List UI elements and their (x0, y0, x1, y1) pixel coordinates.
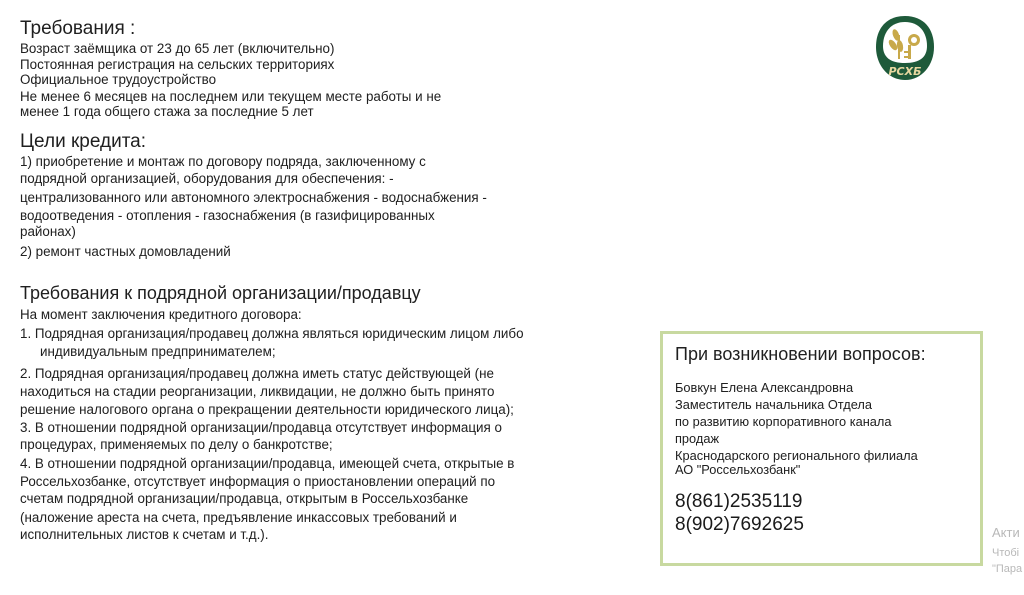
goals-line: подрядной организацией, оборудования для обеспечения: - (20, 171, 394, 186)
goals-line: районах) (20, 224, 76, 239)
contractor-line: исполнительных листов к счетам и т.д.). (20, 527, 269, 542)
contact-position: продаж (675, 431, 720, 446)
contractor-line: 4. В отношении подрядной организации/продавца, имеющей счета, открытые в (20, 456, 515, 471)
goals-title: Цели кредита: (20, 131, 147, 152)
contractor-line: счетам подрядной организации/продавца, открытым в Россельхозбанке (20, 491, 469, 506)
contractor-line: индивидуальным предпринимателем; (40, 344, 276, 359)
contact-branch: Краснодарского регионального филиала (675, 448, 918, 463)
contractor-line: 1. Подрядная организация/продавец должна являться юридическим лицом либо (20, 326, 524, 341)
goals-line: 2) ремонт частных домовладений (20, 244, 231, 259)
rshb-logo-icon (874, 13, 936, 83)
contact-box (660, 331, 983, 566)
contractor-line: решение налогового органа о прекращении деятельности юридического лица); (20, 402, 514, 417)
requirements-line: Официальное трудоустройство (20, 72, 217, 87)
contact-name: Бовкун Елена Александровна (675, 380, 854, 395)
contractor-line: Россельхозбанке, отсутствует информация о приостановлении операций по (20, 474, 496, 489)
contractor-line: процедурах, применяемых по делу о банкротстве; (20, 437, 333, 452)
contractor-line: находиться на стадии реорганизации, ликвидации, не должно быть принято (20, 384, 495, 399)
contractor-line: На момент заключения кредитного договора: (20, 307, 302, 322)
contractor-line: 2. Подрядная организация/продавец должна иметь статус действующей (не (20, 366, 494, 381)
requirements-title: Требования : (20, 18, 136, 39)
phone-number[interactable]: 8(902)7692625 (675, 514, 804, 535)
requirements-line: Постоянная регистрация на сельских территориях (20, 57, 335, 72)
goals-line: 1) приобретение и монтаж по договору подряда, заключенному с (20, 154, 426, 169)
watermark-line: "Пара (992, 563, 1023, 575)
contact-position: по развитию корпоративного канала (675, 414, 892, 429)
phone-number[interactable]: 8(861)2535119 (675, 491, 803, 512)
requirements-line: менее 1 года общего стажа за последние 5 лет (20, 104, 314, 119)
contact-bank: АО "Россельхозбанк" (675, 462, 801, 477)
goals-line: централизованного или автономного электроснабжения - водоснабжения - (20, 190, 487, 205)
contact-position: Заместитель начальника Отдела (675, 397, 872, 412)
watermark-line: Акти (992, 525, 1020, 540)
requirements-line: Не менее 6 месяцев на последнем или текущем месте работы и не (20, 89, 442, 104)
goals-line: водоотведения - отопления - газоснабжения (в газифицированных (20, 208, 435, 223)
logo-text: РСХБ (888, 65, 922, 78)
requirements-line: Возраст заёмщика от 23 до 65 лет (включительно) (20, 41, 335, 56)
contact-title: При возникновении вопросов: (675, 344, 926, 364)
watermark-line: Чтобі (992, 547, 1020, 559)
contractor-title: Требования к подрядной организации/продавцу (20, 283, 421, 303)
contractor-line: (наложение ареста на счета, предъявление инкассовых требований и (20, 510, 457, 525)
contractor-line: 3. В отношении подрядной организации/продавца отсутствует информация о (20, 420, 502, 435)
